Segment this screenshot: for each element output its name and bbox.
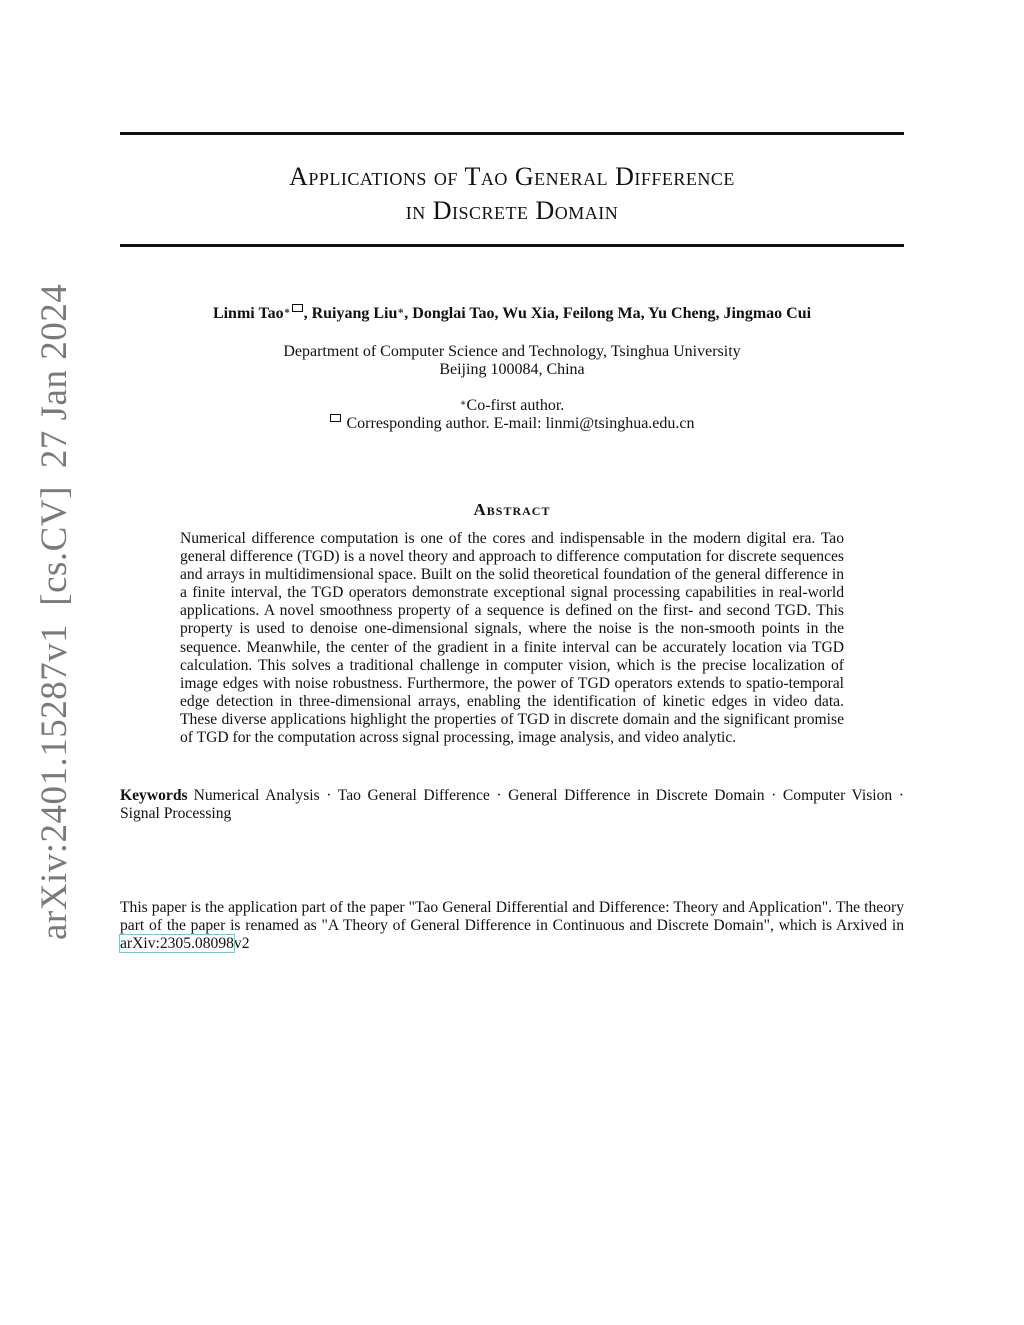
- arxiv-sidebar-stamp: [33, 266, 76, 940]
- other-authors: , Donglai Tao, Wu Xia, Feilong Ma, Yu Cheng, Jingmao Cui: [404, 305, 812, 322]
- footnote-text: This paper is the application part of the paper "Tao General Differential and Difference: Theory and Application". The theory part of the paper is renamed as "A Theory of General Difference in Continuous and Discrete Domain", which is Arxived in: [120, 899, 904, 934]
- title-top-rule: [120, 132, 904, 135]
- envelope-icon: [330, 414, 341, 422]
- arxiv-category: [cs.CV]: [34, 486, 75, 606]
- footnote-paragraph: [120, 899, 904, 953]
- keywords-text: Numerical Analysis · Tao General Difference · General Difference in Discrete Domain · Computer Vision · Signal Processing: [120, 787, 904, 822]
- envelope-icon: [292, 304, 303, 312]
- arxiv-reference-link[interactable]: arXiv:2305.08098: [120, 935, 234, 952]
- author-1-cofirst-mark: ∗: [283, 306, 291, 317]
- author-1-name: Linmi Tao: [212, 305, 284, 322]
- abstract-text: Numerical difference computation is one of the cores and indispensable in the modern digital era. Tao general difference (TGD) is a novel theory and approach to difference computation for discrete sequences and arrays in multidimensional space. Built on the solid theoretical foundation of the general difference in a finite interval, the TGD operators demonstrate exceptional signal processing capabilities in real-world applications. A novel smoothness property of a sequence is defined on the first- and second TGD. This property is used to denoise one-dimensional signals, where the noise is the non-smooth points in the sequence. Meanwhile, the center of the gradient in a finite interval can be accurately location via TGD calculation. This solves a traditional challenge in computer vision, which is the precise localization of image edges with noise robustness. Furthermore, the power of TGD operators extends to spatio-temporal edge detection in three-dimensional arrays, enabling the identification of kinetic edges in video data. These diverse applications highlight the properties of TGD in discrete domain and the significant promise of TGD for the computation across signal processing, image analysis, and video analytic.: [180, 530, 844, 747]
- affiliation-line-1: Department of Computer Science and Technology, Tsinghua University: [283, 343, 741, 360]
- keywords-label: Keywords: [120, 787, 188, 804]
- corresponding-text: Corresponding author. E-mail: linmi@tsinghua.edu.cn: [342, 415, 695, 432]
- author-2-name: , Ruiyang Liu: [303, 305, 398, 322]
- corresponding-note: [120, 415, 904, 433]
- arxiv-date: 27 Jan 2024: [34, 283, 75, 469]
- paper-title-line-1: Applications of Tao General Difference: [289, 162, 735, 191]
- cofirst-text: Co-first author.: [466, 397, 565, 414]
- title-bottom-rule: [120, 244, 904, 247]
- abstract-heading: Abstract: [473, 500, 551, 519]
- footnote-version: v2: [233, 935, 250, 952]
- affiliation-line-2: Beijing 100084, China: [439, 361, 585, 378]
- cofirst-mark: ∗: [459, 398, 467, 409]
- author-list: [120, 304, 904, 324]
- author-2-cofirst-mark: ∗: [397, 306, 405, 317]
- keywords-block: [120, 787, 904, 823]
- cofirst-note: [120, 397, 904, 415]
- paper-title-line-2: in Discrete Domain: [405, 196, 619, 225]
- arxiv-id: arXiv:2401.15287v1: [34, 623, 75, 940]
